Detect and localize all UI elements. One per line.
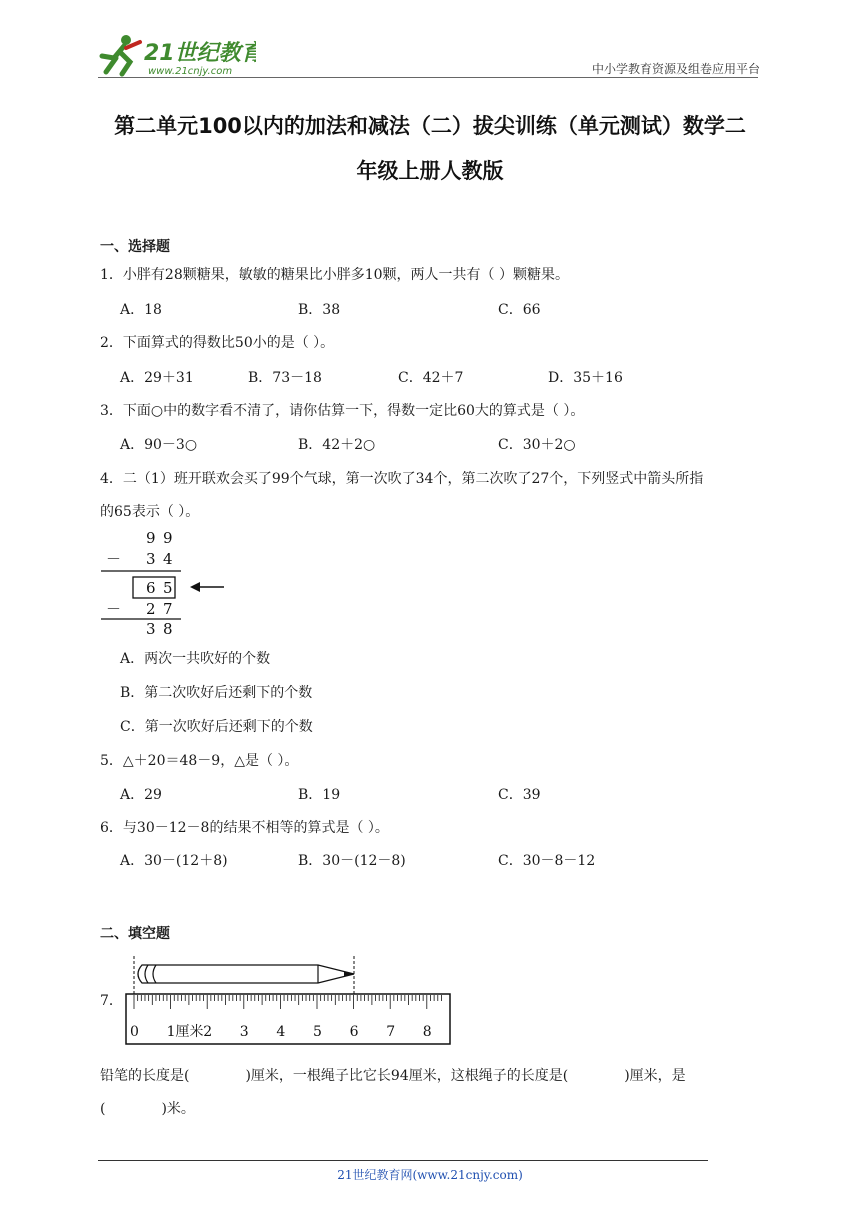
digit: 9 — [163, 529, 173, 547]
question-7-number: 7． — [100, 993, 123, 1009]
pencil-icon — [134, 956, 354, 994]
q1-option-c: C．66 — [498, 302, 541, 318]
digit: 9 — [146, 529, 156, 547]
question-1: 1．小胖有28颗糖果，敏敏的糖果比小胖多10颗，两人一共有（ ）颗糖果。 — [100, 267, 569, 283]
q4-option-a: A．两次一共吹好的个数 — [120, 651, 271, 667]
q2-option-a: A．29＋31 — [120, 370, 194, 386]
ruler-label: 8 — [422, 1024, 432, 1040]
platform-label: 中小学教育资源及组卷应用平台 — [591, 62, 760, 76]
q3-option-c: C．30＋2○ — [498, 437, 576, 453]
page-title-line2: 年级上册人教版 — [356, 159, 504, 183]
q1-option-b: B．38 — [298, 302, 341, 318]
q6-option-c: C．30－8－12 — [498, 853, 596, 869]
q4-option-b: B．第二次吹好后还剩下的个数 — [120, 685, 313, 701]
section-heading-choice: 一、选择题 — [100, 239, 170, 255]
ruler-label: 2 — [203, 1024, 213, 1040]
digit: 8 — [163, 620, 173, 638]
q5-option-c: C．39 — [498, 787, 541, 803]
digit: 2 — [146, 600, 156, 618]
q5-option-b: B．19 — [298, 787, 341, 803]
question-4-line2: 的65表示（ ）。 — [100, 504, 200, 520]
digit: 5 — [163, 579, 173, 597]
header-divider — [98, 77, 758, 78]
ruler-label: 3 — [239, 1024, 249, 1040]
q2-option-d: D．35＋16 — [548, 370, 623, 386]
runner-icon — [102, 35, 140, 74]
q1-option-a: A．18 — [120, 302, 162, 318]
question-7-text-line2: ( )米。 — [100, 1101, 195, 1117]
q2-option-b: B．73－18 — [248, 370, 322, 386]
footer-divider — [98, 1160, 708, 1161]
ruler-label: 4 — [276, 1024, 286, 1040]
ruler-label: 7 — [386, 1024, 396, 1040]
digit: 3 — [146, 620, 156, 638]
minus-sign: － — [106, 550, 122, 568]
q4-option-c: C．第一次吹好后还剩下的个数 — [120, 719, 313, 735]
digit: 3 — [146, 550, 156, 568]
site-logo — [96, 32, 256, 78]
ruler-label: 5 — [313, 1024, 322, 1040]
section-heading-fill: 二、填空题 — [100, 926, 170, 942]
pencil-ruler-figure — [120, 954, 460, 1046]
ruler-label: 0 — [130, 1024, 139, 1040]
q6-option-b: B．30－(12－8) — [298, 853, 406, 869]
question-6: 6．与30－12－8的结果不相等的算式是（ ）。 — [100, 820, 389, 836]
vertical-subtraction-figure — [96, 526, 236, 640]
question-3: 3．下面○中的数字看不清了，请你估算一下，得数一定比60大的算式是（ ）。 — [100, 403, 585, 419]
question-4-line1: 4．二（1）班开联欢会买了99个气球，第一次吹了34个，第二次吹了27个，下列竖式中箭头所指 — [100, 471, 704, 487]
page-title-line1: 第二单元100以内的加法和减法（二）拔尖训练（单元测试）数学二 — [114, 114, 746, 138]
q6-option-a: A．30－(12＋8) — [120, 853, 228, 869]
arrow-left-icon — [190, 582, 224, 592]
digit: 7 — [163, 600, 173, 618]
question-7-text-line1: 铅笔的长度是( )厘米，一根绳子比它长94厘米，这根绳子的长度是( )厘米，是 — [100, 1068, 686, 1084]
q5-option-a: A．29 — [120, 787, 162, 803]
q3-option-a: A．90－3○ — [120, 437, 198, 453]
footer-text: 21世纪教育网(www.21cnjy.com) — [337, 1168, 523, 1182]
ruler-label: 1厘米 — [166, 1024, 204, 1040]
question-5: 5．△＋20＝48－9，△是（ ）。 — [100, 753, 299, 769]
digit: 4 — [163, 550, 173, 568]
question-2: 2．下面算式的得数比50小的是（ ）。 — [100, 335, 335, 351]
digit: 6 — [146, 579, 156, 597]
minus-sign: － — [106, 600, 122, 618]
logo-text: 21世纪教育 — [144, 41, 256, 66]
logo-url: www.21cnjy.com — [148, 66, 233, 77]
q3-option-b: B．42＋2○ — [298, 437, 376, 453]
q2-option-c: C．42＋7 — [398, 370, 464, 386]
ruler-label: 6 — [349, 1024, 359, 1040]
